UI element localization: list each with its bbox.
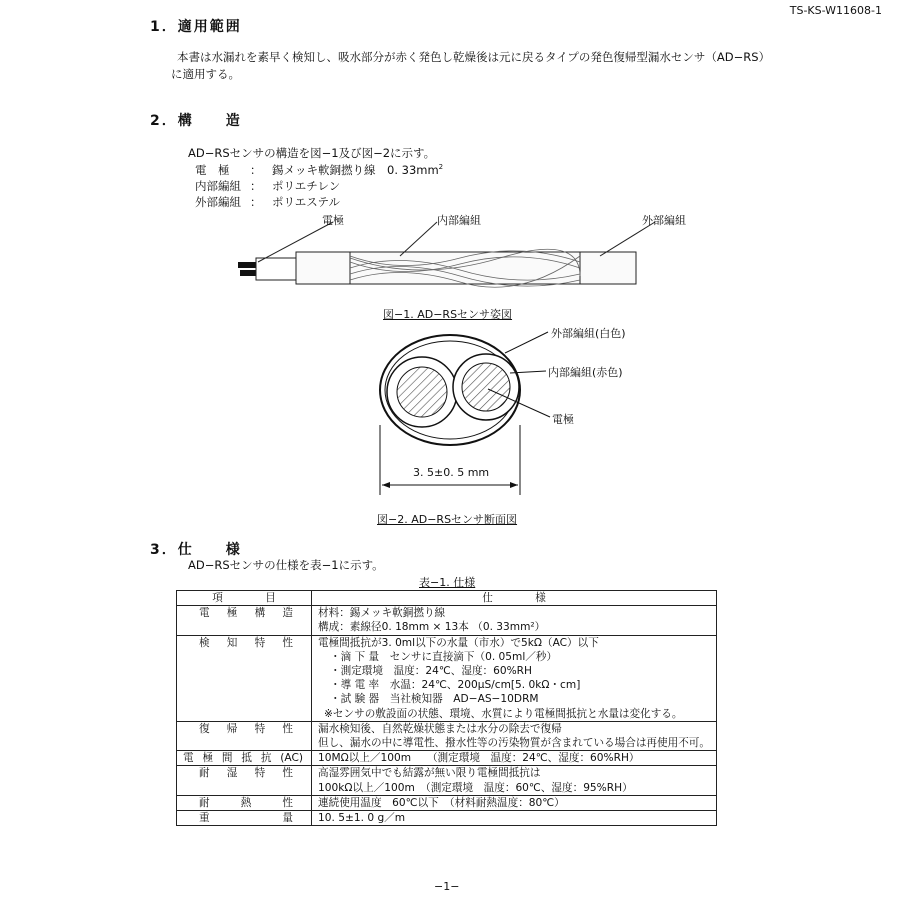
structure-value: ポリエステル bbox=[272, 195, 340, 209]
value-line: ・導 電 率 水温：24℃、200μS/cm[5. 0kΩ・cm] bbox=[330, 679, 581, 692]
value-line: 漏水検知後、自然乾燥状態または水分の除去で復帰 bbox=[318, 722, 562, 735]
figure1-cable-drawing bbox=[0, 0, 900, 330]
structure-value: ポリエチレン bbox=[272, 179, 341, 193]
value-line: 構成：素線径0. 18mm × 13本 （0. 33mm²） bbox=[318, 621, 546, 634]
table-row bbox=[177, 766, 717, 795]
table-row bbox=[177, 635, 717, 721]
figure1-caption: 図−1. AD−RSセンサ姿図 bbox=[383, 308, 513, 321]
value-line: ・測定環境 温度：24℃、湿度：60%RH bbox=[330, 665, 532, 678]
structure-key: 電 極 bbox=[195, 163, 230, 177]
row-key: 電極構造 bbox=[177, 606, 312, 635]
spec-table bbox=[176, 590, 717, 826]
value-line: 高湿雰囲気中でも結露が無い限り電極間抵抗は bbox=[318, 767, 541, 780]
structure-value: 錫メッキ軟銅撚り線 0. 33mm bbox=[272, 163, 439, 177]
left-electrode bbox=[397, 367, 447, 417]
section3-title: 3．仕 様 bbox=[150, 542, 242, 558]
row-key: 復帰特性 bbox=[177, 721, 312, 750]
value-line: ※センサの敷設面の状態、環境、水質により電極間抵抗と水量は変化する。 bbox=[324, 707, 683, 720]
row-value bbox=[312, 766, 717, 795]
section1-body-line2: に適用する。 bbox=[171, 67, 240, 81]
value-line: 10. 5±1. 0 g／m bbox=[318, 812, 406, 825]
table-row bbox=[177, 795, 717, 810]
value-line: 但し、漏水の中に導電性、撥水性等の汚染物質が含まれている場合は再使用不可。 bbox=[318, 737, 710, 750]
row-value bbox=[312, 606, 717, 635]
structure-sep: ： bbox=[250, 179, 262, 193]
value-line: 電極間抵抗が3. 0ml以下の水量（市水）で5kΩ（AC）以下 bbox=[318, 636, 599, 649]
fig1-label-electrode: 電極 bbox=[322, 214, 344, 227]
value-line: ・滴 下 量 センサに直接滴下（0. 05ml／秒） bbox=[330, 650, 558, 663]
superscript-2: 2 bbox=[438, 163, 444, 172]
right-electrode bbox=[462, 363, 510, 411]
figure2-cross-section bbox=[360, 325, 660, 500]
row-key: 耐熱性 bbox=[177, 795, 312, 810]
value-line: 100kΩ以上／100m （測定環境 温度：60℃、湿度：95%RH） bbox=[318, 781, 633, 794]
row-value bbox=[312, 721, 717, 750]
header-item: 項 目 bbox=[177, 591, 312, 606]
inner-sheath-end bbox=[256, 258, 296, 280]
row-key: 耐湿特性 bbox=[177, 766, 312, 795]
value-line: 10MΩ以上／100m （測定環境 温度：24℃、湿度：60%RH） bbox=[318, 752, 640, 765]
fig2-label-inner-braid: 内部編組(赤色) bbox=[548, 366, 623, 379]
structure-key: 外部編組 bbox=[195, 195, 241, 209]
table-row bbox=[177, 811, 717, 826]
value-line: 連続使用温度 60℃以下 （材料耐熱温度：80℃） bbox=[318, 796, 565, 809]
fig1-label-inner-braid: 内部編組 bbox=[437, 214, 481, 227]
fig1-label-outer-braid: 外部編組 bbox=[642, 214, 686, 227]
wire-end-top bbox=[238, 262, 258, 268]
table-row bbox=[177, 751, 717, 766]
structure-sep: ： bbox=[250, 195, 262, 209]
fig2-label-electrode: 電極 bbox=[552, 413, 574, 426]
section1-title: 1．適用範囲 bbox=[150, 19, 242, 35]
row-key: 電極間抵抗(AC) bbox=[177, 751, 312, 766]
wire-end-bottom bbox=[240, 270, 258, 276]
row-value bbox=[312, 751, 717, 766]
page-number: −1− bbox=[434, 880, 460, 893]
row-value bbox=[312, 635, 717, 721]
value-line: 材料：錫メッキ軟銅撚り線 bbox=[318, 607, 446, 620]
header-spec: 仕 様 bbox=[312, 591, 717, 606]
section2-title: 2．構 造 bbox=[150, 113, 242, 129]
section2-intro: AD−RSセンサの構造を図−1及び図−2に示す。 bbox=[188, 146, 436, 160]
row-value bbox=[312, 795, 717, 810]
table-header-row bbox=[177, 591, 717, 606]
fig2-dimension: 3. 5±0. 5 mm bbox=[413, 466, 490, 479]
leader-inner bbox=[400, 222, 437, 256]
section1-body-line1: 本書は水漏れを素早く検知し、吸水部分が赤く発色し乾燥後は元に戻るタイプの発色復帰型漏水センサ（AD−RS） bbox=[177, 50, 771, 64]
leader-outer-braid bbox=[505, 332, 548, 353]
row-key: 検知特性 bbox=[177, 635, 312, 721]
row-value bbox=[312, 811, 717, 826]
table-row bbox=[177, 606, 717, 635]
value-line: ・試 験 器 当社検知器 AD−AS−10DRM bbox=[330, 693, 539, 706]
table-row bbox=[177, 721, 717, 750]
fig2-label-outer-braid: 外部編組(白色) bbox=[551, 327, 626, 340]
figure2-caption: 図−2. AD−RSセンサ断面図 bbox=[377, 513, 518, 526]
structure-key: 内部編組 bbox=[195, 179, 241, 193]
section3-intro: AD−RSセンサの仕様を表−1に示す。 bbox=[188, 558, 384, 572]
document-number: TS-KS-W11608-1 bbox=[789, 4, 882, 17]
structure-sep: ： bbox=[250, 163, 262, 177]
row-key: 重量 bbox=[177, 811, 312, 826]
table-caption: 表−1. 仕様 bbox=[419, 576, 476, 589]
